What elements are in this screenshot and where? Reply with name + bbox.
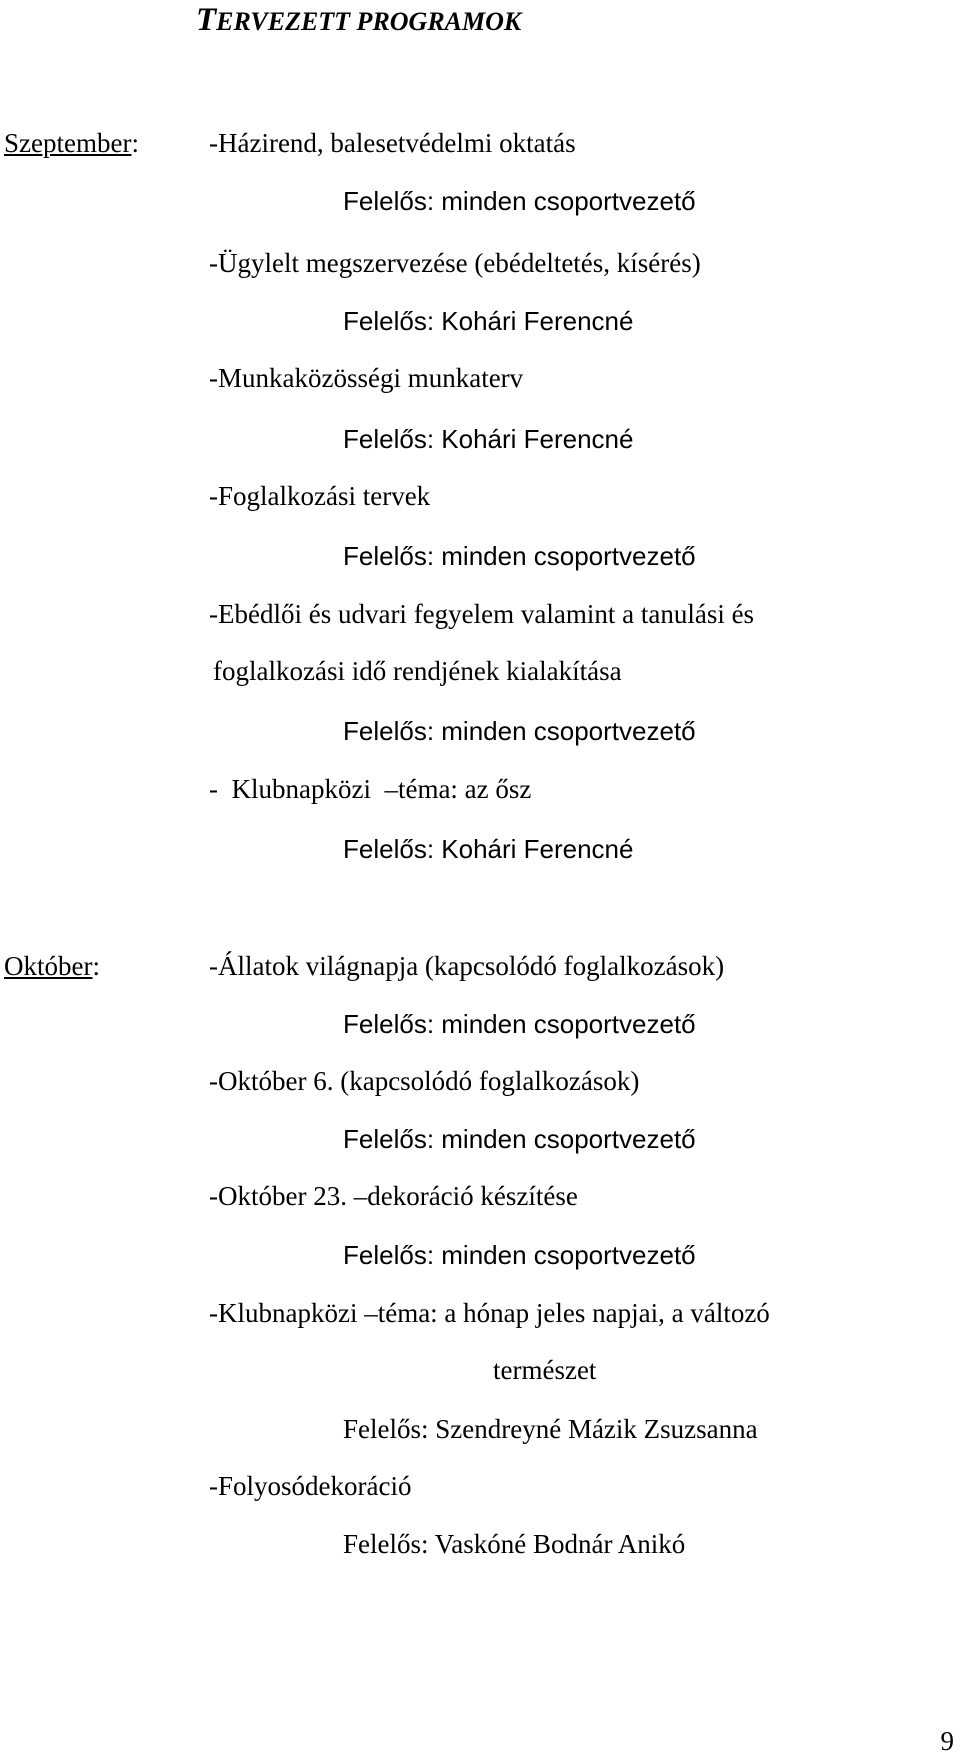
responsible-line: Felelős: minden csoportvezető [343, 1009, 696, 1039]
program-item: -Állatok világnapja (kapcsolódó foglalkozások) [209, 951, 725, 981]
month-label-september: Szeptember: [4, 128, 139, 158]
program-item: -Ebédlői és udvari fegyelem valamint a tanulási és [209, 599, 755, 629]
responsible-line: Felelős: Kohári Ferencné [343, 306, 634, 336]
program-item: -Október 6. (kapcsolódó foglalkozások) [209, 1066, 640, 1096]
responsible-line: Felelős: Szendreyné Mázik Zsuzsanna [343, 1414, 758, 1444]
responsible-line: Felelős: minden csoportvezető [343, 186, 696, 216]
program-item: -Ügylelt megszervezése (ebédeltetés, kísérés) [209, 248, 701, 278]
responsible-line: Felelős: Vaskóné Bodnár Anikó [343, 1529, 686, 1559]
program-item: -Házirend, balesetvédelmi oktatás [209, 128, 576, 158]
program-item: -Klubnapközi –téma: a hónap jeles napjai, a változó [209, 1298, 770, 1328]
responsible-line: Felelős: minden csoportvezető [343, 1240, 696, 1270]
program-item-continuation: foglalkozási idő rendjének kialakítása [213, 656, 622, 686]
month-label-october: Október: [4, 951, 100, 981]
program-item-continuation: természet [493, 1355, 597, 1385]
responsible-line: Felelős: minden csoportvezető [343, 1124, 696, 1154]
program-item: -Folyosódekoráció [209, 1471, 412, 1501]
program-item: -Munkaközösségi munkaterv [209, 363, 524, 393]
program-item: -Október 23. –dekoráció készítése [209, 1181, 578, 1211]
page-number: 9 [940, 1726, 954, 1756]
responsible-line: Felelős: Kohári Ferencné [343, 424, 634, 454]
responsible-line: Felelős: minden csoportvezető [343, 716, 696, 746]
program-item: - Klubnapközi –téma: az ősz [209, 774, 532, 804]
page-title: TERVEZETT PROGRAMOK [196, 2, 522, 38]
responsible-line: Felelős: minden csoportvezető [343, 541, 696, 571]
program-item: -Foglalkozási tervek [209, 481, 431, 511]
responsible-line: Felelős: Kohári Ferencné [343, 834, 634, 864]
